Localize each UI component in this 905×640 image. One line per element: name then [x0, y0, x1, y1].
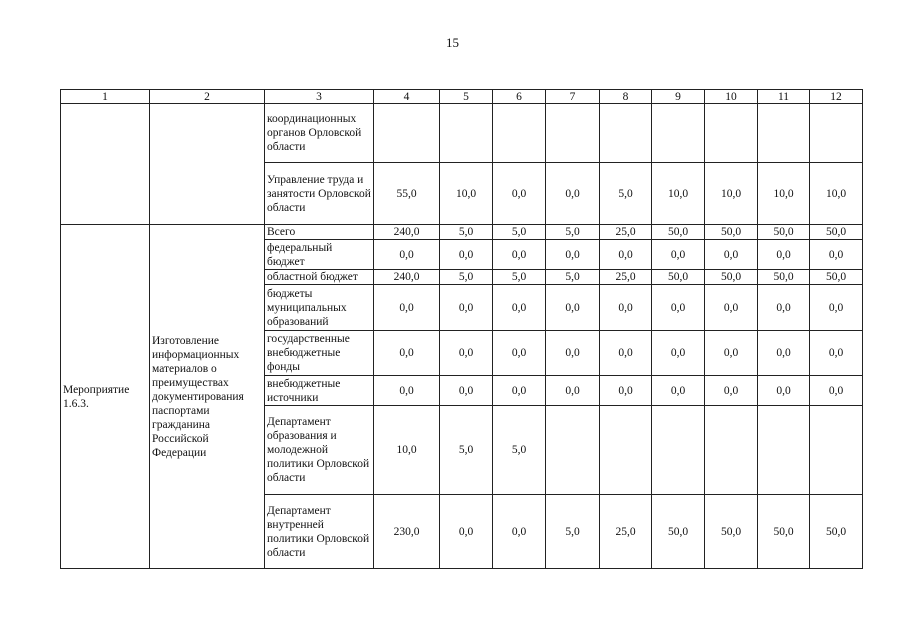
amount-cell: 5,0: [440, 406, 493, 495]
amount-cell: [705, 104, 758, 163]
amount-cell: 0,0: [600, 376, 652, 406]
amount-cell: 5,0: [546, 270, 600, 285]
column-number: 9: [652, 90, 705, 104]
amount-cell: 50,0: [652, 225, 705, 240]
funding-source-cell: координационных органов Орловской области: [265, 104, 374, 163]
amount-cell: 0,0: [758, 376, 810, 406]
amount-cell: [810, 104, 863, 163]
amount-cell: 5,0: [493, 270, 546, 285]
amount-cell: 0,0: [546, 331, 600, 376]
amount-cell: 5,0: [493, 225, 546, 240]
amount-cell: 0,0: [440, 376, 493, 406]
amount-cell: 0,0: [493, 240, 546, 270]
column-number: 6: [493, 90, 546, 104]
amount-cell: 0,0: [440, 495, 493, 569]
amount-cell: [374, 104, 440, 163]
amount-cell: 50,0: [810, 225, 863, 240]
amount-cell: 5,0: [440, 270, 493, 285]
funding-source-cell: Департамент образования и молодежной политики Орловской области: [265, 406, 374, 495]
amount-cell: 50,0: [705, 225, 758, 240]
amount-cell: 0,0: [652, 285, 705, 331]
amount-cell: 240,0: [374, 270, 440, 285]
amount-cell: 0,0: [440, 240, 493, 270]
amount-cell: [810, 406, 863, 495]
amount-cell: 50,0: [652, 270, 705, 285]
amount-cell: [600, 406, 652, 495]
amount-cell: 25,0: [600, 225, 652, 240]
funding-source-cell: внебюджетные источники: [265, 376, 374, 406]
amount-cell: 0,0: [493, 331, 546, 376]
amount-cell: 0,0: [440, 285, 493, 331]
table-row: [61, 104, 863, 163]
amount-cell: 0,0: [374, 331, 440, 376]
amount-cell: 5,0: [546, 225, 600, 240]
amount-cell: 0,0: [600, 240, 652, 270]
funding-source-cell: Всего: [265, 225, 374, 240]
amount-cell: 55,0: [374, 163, 440, 225]
column-number: 4: [374, 90, 440, 104]
column-number: 1: [61, 90, 150, 104]
amount-cell: 10,0: [705, 163, 758, 225]
amount-cell: 0,0: [546, 285, 600, 331]
amount-cell: 0,0: [600, 285, 652, 331]
amount-cell: 0,0: [374, 285, 440, 331]
amount-cell: 5,0: [546, 495, 600, 569]
amount-cell: 10,0: [440, 163, 493, 225]
amount-cell: 240,0: [374, 225, 440, 240]
amount-cell: [705, 406, 758, 495]
amount-cell: 0,0: [493, 495, 546, 569]
amount-cell: [652, 406, 705, 495]
amount-cell: 10,0: [652, 163, 705, 225]
amount-cell: 0,0: [652, 376, 705, 406]
amount-cell: 0,0: [374, 376, 440, 406]
amount-cell: 0,0: [705, 240, 758, 270]
amount-cell: [440, 104, 493, 163]
amount-cell: [546, 406, 600, 495]
amount-cell: [758, 406, 810, 495]
budget-table: [60, 89, 863, 569]
amount-cell: 0,0: [810, 331, 863, 376]
column-number: 2: [150, 90, 265, 104]
amount-cell: [493, 104, 546, 163]
amount-cell: 0,0: [652, 240, 705, 270]
page-number: 15: [446, 35, 459, 50]
funding-source-cell: государственные внебюджетные фонды: [265, 331, 374, 376]
funding-source-cell: областной бюджет: [265, 270, 374, 285]
column-number: 5: [440, 90, 493, 104]
header-row: [61, 90, 863, 104]
amount-cell: 0,0: [758, 240, 810, 270]
amount-cell: [758, 104, 810, 163]
table-row: [61, 225, 863, 240]
amount-cell: 50,0: [810, 495, 863, 569]
funding-source-cell: Департамент внутренней политики Орловской области: [265, 495, 374, 569]
amount-cell: 25,0: [600, 270, 652, 285]
continuation-cell: [150, 104, 265, 225]
amount-cell: 0,0: [652, 331, 705, 376]
column-number: 10: [705, 90, 758, 104]
amount-cell: 50,0: [758, 270, 810, 285]
amount-cell: 50,0: [758, 225, 810, 240]
column-number: 8: [600, 90, 652, 104]
amount-cell: 0,0: [546, 163, 600, 225]
amount-cell: 0,0: [810, 285, 863, 331]
amount-cell: 0,0: [705, 376, 758, 406]
amount-cell: 25,0: [600, 495, 652, 569]
amount-cell: 10,0: [374, 406, 440, 495]
amount-cell: 0,0: [758, 285, 810, 331]
amount-cell: 230,0: [374, 495, 440, 569]
funding-source-cell: бюджеты муниципальных образований: [265, 285, 374, 331]
activity-description-cell: Изготовление информационных материалов о преимуществах документирования паспортами гражданина Российской Федерации: [150, 225, 265, 569]
column-number: 7: [546, 90, 600, 104]
amount-cell: 10,0: [810, 163, 863, 225]
amount-cell: 50,0: [705, 495, 758, 569]
amount-cell: 50,0: [705, 270, 758, 285]
amount-cell: 10,0: [758, 163, 810, 225]
column-number: 11: [758, 90, 810, 104]
amount-cell: [652, 104, 705, 163]
amount-cell: 0,0: [758, 331, 810, 376]
amount-cell: 0,0: [374, 240, 440, 270]
amount-cell: 0,0: [546, 376, 600, 406]
amount-cell: 0,0: [810, 240, 863, 270]
amount-cell: 5,0: [600, 163, 652, 225]
amount-cell: 0,0: [440, 331, 493, 376]
amount-cell: 0,0: [705, 331, 758, 376]
amount-cell: 0,0: [705, 285, 758, 331]
amount-cell: 0,0: [600, 331, 652, 376]
funding-source-cell: федеральный бюджет: [265, 240, 374, 270]
amount-cell: [546, 104, 600, 163]
amount-cell: 0,0: [493, 285, 546, 331]
amount-cell: 0,0: [493, 163, 546, 225]
activity-code-cell: Мероприятие 1.6.3.: [61, 225, 150, 569]
amount-cell: 50,0: [652, 495, 705, 569]
amount-cell: 50,0: [758, 495, 810, 569]
column-number: 12: [810, 90, 863, 104]
amount-cell: 0,0: [810, 376, 863, 406]
amount-cell: 0,0: [546, 240, 600, 270]
amount-cell: 5,0: [440, 225, 493, 240]
amount-cell: [600, 104, 652, 163]
column-number: 3: [265, 90, 374, 104]
amount-cell: 5,0: [493, 406, 546, 495]
amount-cell: 50,0: [810, 270, 863, 285]
amount-cell: 0,0: [493, 376, 546, 406]
continuation-cell: [61, 104, 150, 225]
funding-source-cell: Управление труда и занятости Орловской области: [265, 163, 374, 225]
